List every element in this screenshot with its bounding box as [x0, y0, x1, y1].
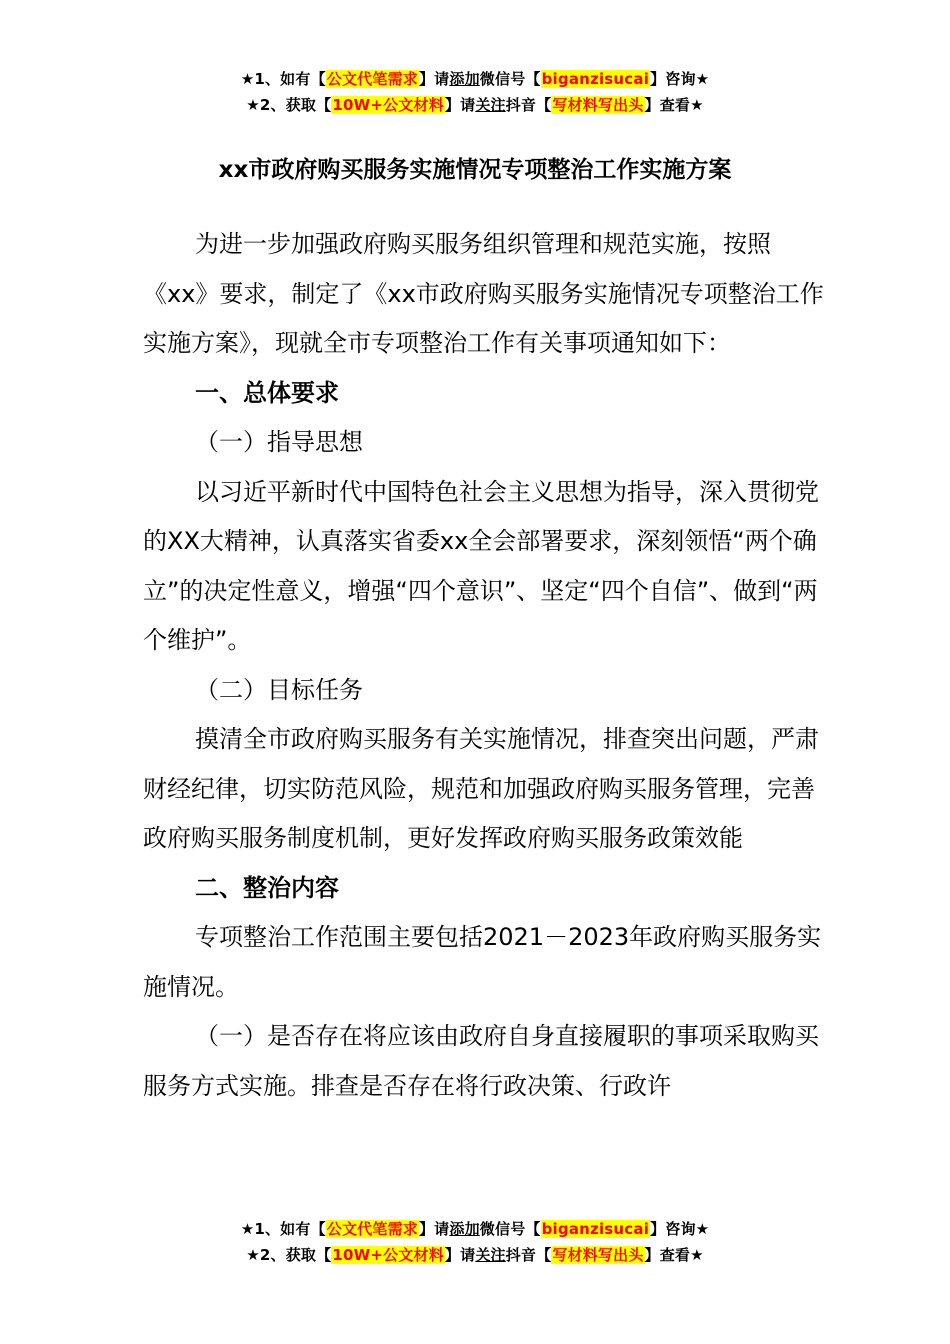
promo-underline: 关注 [475, 1246, 506, 1264]
promo-line-1 [0, 66, 950, 92]
promo-text: 抖音【 [505, 1246, 552, 1264]
subsection-text-1-2: 摸清全市政府购买服务有关实施情况，排查突出问题，严肃财经纪律，切实防范风险，规范和加强政府购买服务管理，完善政府购买服务制度机制，更好发挥政府购买服务政策效能 [143, 725, 819, 852]
promo-text: ★1、如有【 [240, 1220, 326, 1238]
subsection-heading-1-1: （一）指导思想 [195, 428, 363, 456]
item-text-2-1: （一）是否存在将应该由政府自身直接履职的事项采取购买服务方式实施。排查是否存在将行政决策、行政许 [143, 1022, 819, 1100]
promo-underline: 添加 [449, 70, 480, 88]
promo-highlight: 公文代笔需求 [326, 70, 418, 88]
promo-line-2 [0, 1242, 950, 1268]
promo-highlight: 10W+公文材料 [332, 1246, 444, 1264]
promo-text: 微信号【 [479, 1220, 541, 1238]
promo-underline: 添加 [449, 1220, 480, 1238]
promo-text: 】查看★ [644, 1246, 704, 1264]
promo-banner-bottom [0, 1216, 950, 1268]
promo-text: 微信号【 [479, 70, 541, 88]
promo-line-2 [0, 92, 950, 118]
section-text-2: 专项整治工作范围主要包括2021－2023年政府购买服务实施情况。 [143, 923, 822, 1001]
promo-text: 】咨询★ [650, 1220, 710, 1238]
promo-text: 】咨询★ [650, 70, 710, 88]
promo-highlight: 10W+公文材料 [332, 96, 444, 114]
promo-text: 】请 [444, 1246, 476, 1264]
promo-highlight: biganzisucai [541, 70, 650, 88]
promo-text: 】请 [418, 70, 450, 88]
subsection-heading-1-2: （二）目标任务 [195, 675, 363, 704]
document-body [143, 220, 833, 1111]
promo-line-1 [0, 1216, 950, 1242]
subsection-text-1-1: 以习近平新时代中国特色社会主义思想为指导，深入贯彻党的XX大精神，认真落实省委xx全会部署要求，深刻领悟“两个确立”的决定性意义，增强“四个意识”、坚定“四个自信”、做到“两个维护”。 [143, 477, 819, 654]
promo-highlight: 公文代笔需求 [326, 1220, 418, 1238]
promo-text: 】请 [444, 96, 476, 114]
promo-text: ★2、获取【 [246, 1246, 332, 1264]
document-title: xx市政府购买服务实施情况专项整治工作实施方案 [218, 157, 732, 183]
promo-highlight: biganzisucai [541, 1220, 650, 1238]
promo-highlight: 写材料写出头 [552, 1246, 644, 1264]
section-heading-2: 二、整治内容 [195, 873, 339, 902]
promo-text: ★2、获取【 [246, 96, 332, 114]
promo-text: ★1、如有【 [240, 70, 326, 88]
promo-underline: 关注 [475, 96, 506, 114]
promo-banner-top [0, 66, 950, 118]
promo-text: 】查看★ [644, 96, 704, 114]
intro-paragraph: 为进一步加强政府购买服务组织管理和规范实施，按照《xx》要求，制定了《xx市政府购买服务实施情况专项整治工作实施方案》，现就全市专项整治工作有关事项通知如下： [143, 230, 824, 357]
promo-text: 】请 [418, 1220, 450, 1238]
promo-text: 抖音【 [505, 96, 552, 114]
section-heading-1: 一、总体要求 [195, 378, 339, 407]
promo-highlight: 写材料写出头 [552, 96, 644, 114]
